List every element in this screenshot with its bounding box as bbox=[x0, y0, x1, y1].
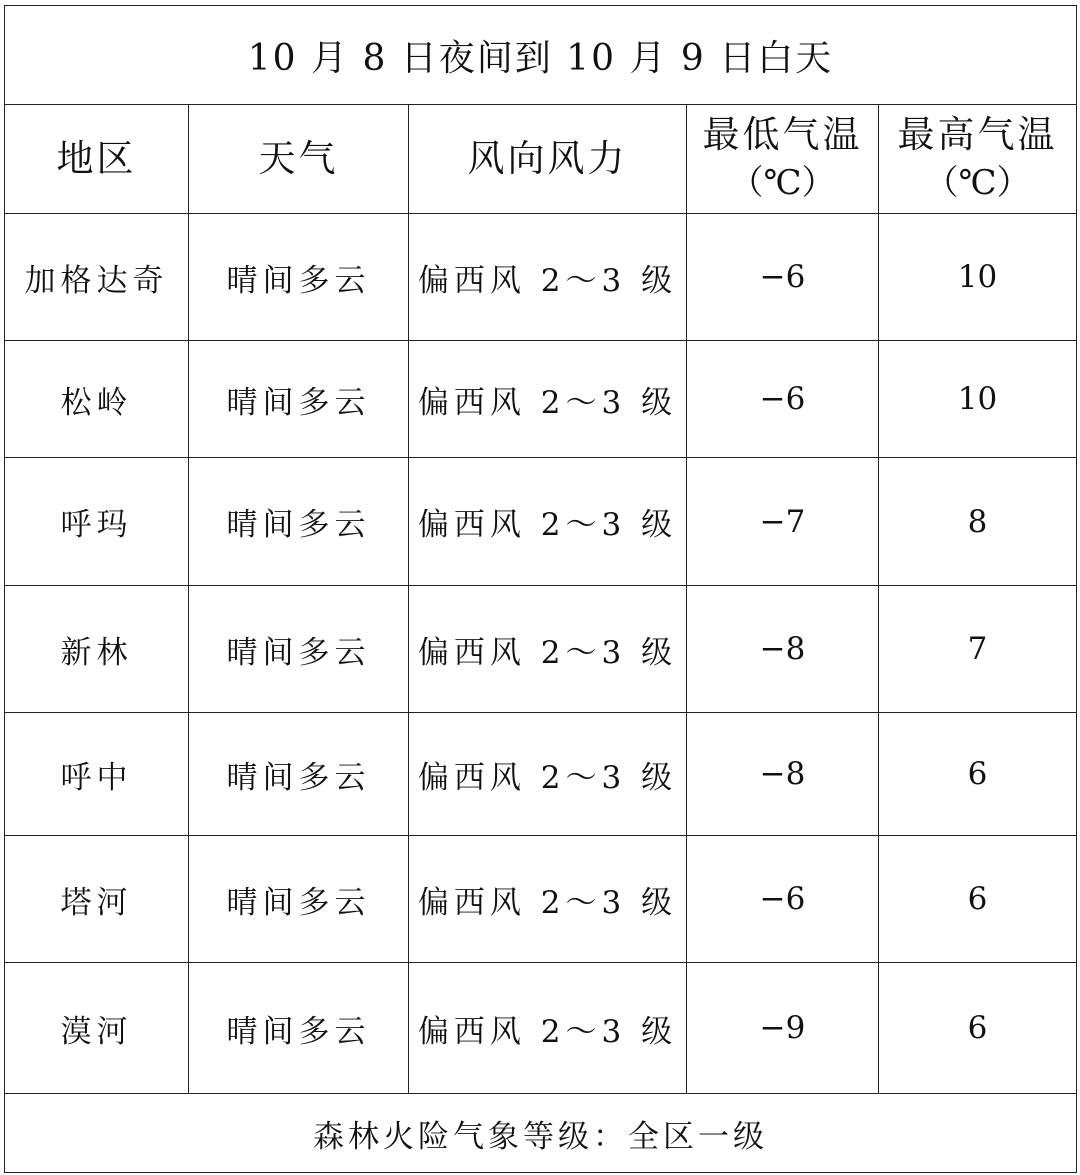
cell-region: 加格达奇 bbox=[5, 214, 189, 341]
cell-max-temp: 7 bbox=[879, 586, 1077, 713]
cell-wind: 偏西风 2～3 级 bbox=[409, 586, 687, 713]
header-region: 地区 bbox=[5, 105, 189, 214]
header-min-temp-unit: （℃） bbox=[729, 163, 836, 203]
cell-min-temp: −9 bbox=[687, 963, 879, 1094]
cell-weather: 晴间多云 bbox=[189, 836, 409, 963]
cell-min-temp: −8 bbox=[687, 586, 879, 713]
table-row bbox=[5, 586, 1077, 713]
cell-wind: 偏西风 2～3 级 bbox=[409, 341, 687, 458]
cell-weather: 晴间多云 bbox=[189, 458, 409, 586]
table-row bbox=[5, 963, 1077, 1094]
cell-region: 松岭 bbox=[5, 341, 189, 458]
cell-max-temp: 6 bbox=[879, 963, 1077, 1094]
header-row bbox=[5, 105, 1077, 214]
cell-weather: 晴间多云 bbox=[189, 713, 409, 836]
cell-min-temp: −6 bbox=[687, 214, 879, 341]
cell-max-temp: 8 bbox=[879, 458, 1077, 586]
cell-region: 塔河 bbox=[5, 836, 189, 963]
header-wind: 风向风力 bbox=[409, 105, 687, 214]
cell-min-temp: −7 bbox=[687, 458, 879, 586]
cell-weather: 晴间多云 bbox=[189, 963, 409, 1094]
header-max-temp bbox=[879, 105, 1077, 214]
header-min-temp-label: 最低气温 bbox=[702, 113, 863, 156]
header-weather: 天气 bbox=[189, 105, 409, 214]
table-row bbox=[5, 458, 1077, 586]
cell-max-temp: 10 bbox=[879, 341, 1077, 458]
cell-wind: 偏西风 2～3 级 bbox=[409, 836, 687, 963]
cell-weather: 晴间多云 bbox=[189, 341, 409, 458]
table-row bbox=[5, 713, 1077, 836]
table-row bbox=[5, 214, 1077, 341]
cell-region: 漠河 bbox=[5, 963, 189, 1094]
cell-region: 新林 bbox=[5, 586, 189, 713]
cell-min-temp: −6 bbox=[687, 341, 879, 458]
table-title: 10 月 8 日夜间到 10 月 9 日白天 bbox=[5, 6, 1077, 105]
table-row bbox=[5, 836, 1077, 963]
cell-region: 呼中 bbox=[5, 713, 189, 836]
cell-max-temp: 10 bbox=[879, 214, 1077, 341]
header-max-temp-label: 最高气温 bbox=[897, 113, 1058, 156]
cell-wind: 偏西风 2～3 级 bbox=[409, 713, 687, 836]
cell-max-temp: 6 bbox=[879, 713, 1077, 836]
cell-wind: 偏西风 2～3 级 bbox=[409, 963, 687, 1094]
cell-weather: 晴间多云 bbox=[189, 214, 409, 341]
cell-max-temp: 6 bbox=[879, 836, 1077, 963]
table-row bbox=[5, 341, 1077, 458]
cell-weather: 晴间多云 bbox=[189, 586, 409, 713]
cell-region: 呼玛 bbox=[5, 458, 189, 586]
cell-min-temp: −8 bbox=[687, 713, 879, 836]
cell-min-temp: −6 bbox=[687, 836, 879, 963]
weather-forecast-table bbox=[4, 5, 1077, 1173]
header-max-temp-unit: （℃） bbox=[924, 163, 1031, 203]
fire-danger-level: 森林火险气象等级：全区一级 bbox=[5, 1094, 1077, 1173]
cell-wind: 偏西风 2～3 级 bbox=[409, 458, 687, 586]
header-min-temp bbox=[687, 105, 879, 214]
cell-wind: 偏西风 2～3 级 bbox=[409, 214, 687, 341]
